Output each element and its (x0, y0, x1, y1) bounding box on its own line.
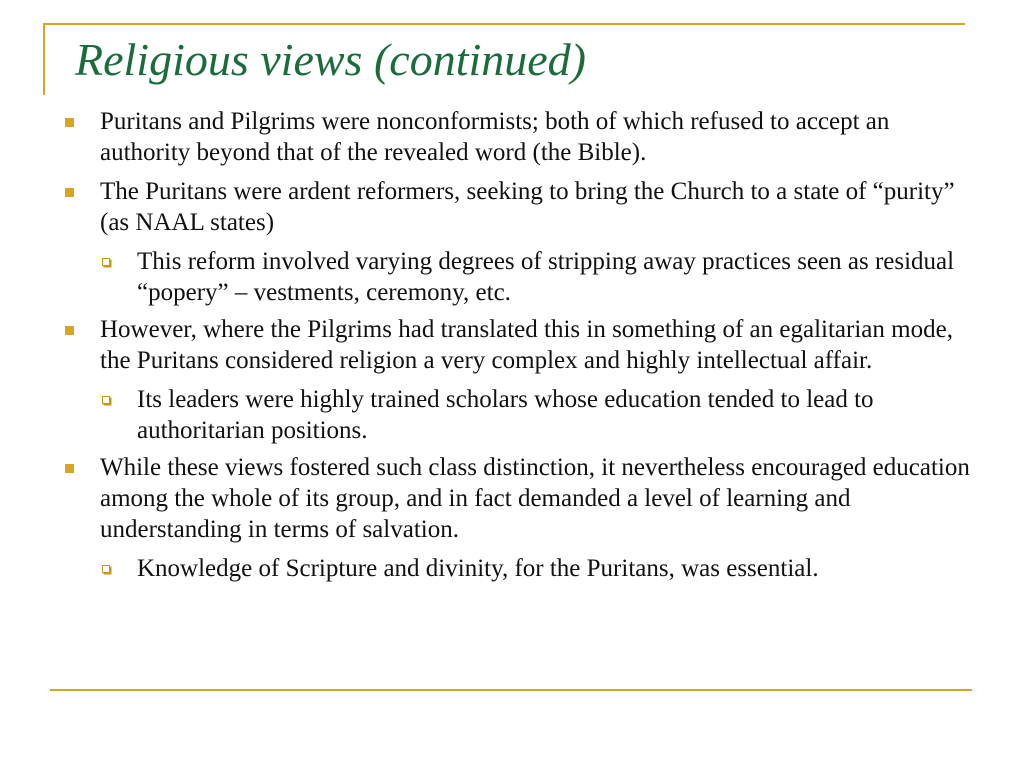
square-bullet-icon (65, 188, 74, 197)
square-bullet-icon (65, 464, 74, 473)
bullet-list (60, 106, 980, 590)
sub-bullet-item (60, 384, 980, 446)
slide-title: Religious views (continued) (75, 34, 586, 85)
square-bullet-icon (65, 326, 74, 335)
bottom-divider-line (50, 689, 972, 691)
left-accent-line (43, 23, 45, 95)
sub-bullet-item (60, 553, 980, 584)
bullet-item (60, 106, 980, 168)
hollow-square-bullet-icon (102, 565, 110, 573)
sub-bullet-text: Its leaders were highly trained scholars whose education tended to lead to authoritarian positions. (137, 386, 874, 444)
sub-bullet-item (60, 246, 980, 308)
square-bullet-icon (65, 118, 74, 127)
sub-bullet-text: This reform involved varying degrees of stripping away practices seen as residual “popery” – vestments, ceremony, etc. (137, 248, 955, 306)
bullet-item (60, 176, 980, 238)
hollow-square-bullet-icon (102, 396, 110, 404)
sub-bullet-text: Knowledge of Scripture and divinity, for the Puritans, was essential. (137, 555, 819, 582)
bullet-text: Puritans and Pilgrims were nonconformists; both of which refused to accept an authority beyond that of the revealed word (the Bible). (100, 108, 890, 166)
bullet-text: The Puritans were ardent reformers, seeking to bring the Church to a state of “purity” (as NAAL states) (100, 178, 955, 236)
bullet-text: However, where the Pilgrims had translated this in something of an egalitarian mode, the Puritans considered religion a very complex and highly intellectual affair. (100, 316, 953, 374)
bullet-item (60, 452, 980, 545)
bullet-text: While these views fostered such class distinction, it nevertheless encouraged education among the whole of its group, and in fact demanded a level of learning and understanding in terms of salvation. (100, 454, 970, 543)
hollow-square-bullet-icon (102, 258, 110, 266)
bullet-item (60, 314, 980, 376)
top-divider-line (43, 23, 965, 25)
